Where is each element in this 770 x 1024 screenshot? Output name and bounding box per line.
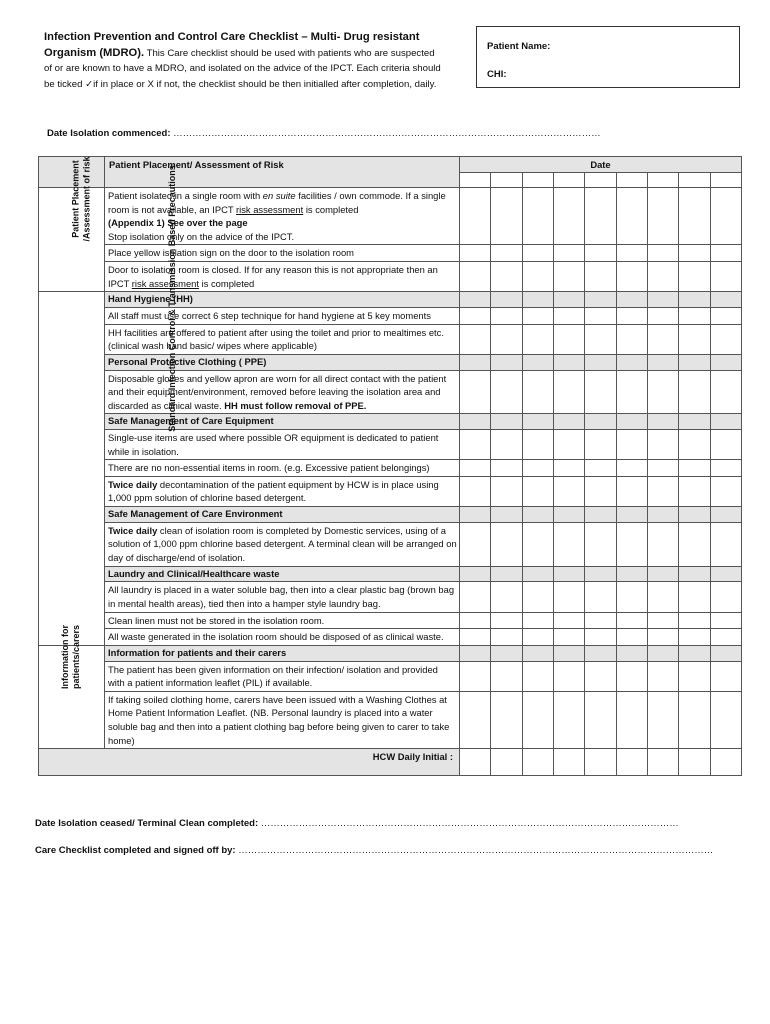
table-row [39, 582, 742, 612]
section-spacer-cell [585, 645, 616, 661]
tick-cell[interactable] [710, 749, 741, 776]
section-spacer-cell [491, 507, 522, 523]
tick-cell[interactable] [647, 661, 678, 691]
tick-cell[interactable] [647, 522, 678, 566]
table-row [39, 612, 742, 629]
checklist-item: Door to isolation room is closed. If for any reason this is not appropriate then an IPCT risk assessment is completed [105, 261, 460, 291]
tick-cell[interactable] [616, 261, 647, 291]
tick-cell[interactable] [616, 430, 647, 460]
tick-cell[interactable] [553, 245, 584, 262]
patient-details-box[interactable] [476, 26, 740, 88]
section-spacer-cell [679, 507, 710, 523]
section-spacer-cell [616, 414, 647, 430]
tick-cell[interactable] [647, 629, 678, 646]
tick-cell[interactable] [460, 324, 491, 354]
tick-cell[interactable] [553, 324, 584, 354]
table-row [39, 245, 742, 262]
tick-cell[interactable] [710, 460, 741, 477]
tick-cell[interactable] [585, 307, 616, 324]
tick-cell[interactable] [679, 522, 710, 566]
tick-cell[interactable] [616, 629, 647, 646]
section-spacer-cell [460, 354, 491, 370]
date-isolation-commenced[interactable] [47, 128, 601, 139]
tick-cell[interactable] [522, 629, 553, 646]
tick-cell[interactable] [710, 324, 741, 354]
tick-cell[interactable] [616, 661, 647, 691]
section-heading-information: Information for patients and their carers [105, 645, 460, 661]
section-spacer-cell [616, 566, 647, 582]
tick-cell[interactable] [522, 370, 553, 414]
section-spacer-cell [553, 354, 584, 370]
section-spacer-cell [491, 414, 522, 430]
section-spacer-cell [522, 354, 553, 370]
tick-cell[interactable] [522, 691, 553, 748]
tick-cell[interactable] [647, 324, 678, 354]
checklist-item: Place yellow isolation sign on the door to the isolation room [105, 245, 460, 262]
tick-cell[interactable] [491, 261, 522, 291]
section-spacer-cell [679, 414, 710, 430]
tick-cell[interactable] [522, 476, 553, 506]
tick-cell[interactable] [679, 188, 710, 245]
tick-cell[interactable] [553, 188, 584, 245]
chi-label: CHI: [487, 69, 507, 80]
tick-cell[interactable] [522, 430, 553, 460]
tick-cell[interactable] [553, 661, 584, 691]
section-spacer-cell [522, 507, 553, 523]
tick-cell[interactable] [553, 307, 584, 324]
section-spacer-cell [585, 507, 616, 523]
tick-cell[interactable] [616, 749, 647, 776]
checklist-signed-off[interactable] [35, 845, 713, 856]
tick-cell[interactable] [616, 307, 647, 324]
tick-cell[interactable] [522, 261, 553, 291]
tick-cell[interactable] [616, 582, 647, 612]
tick-cell[interactable] [679, 370, 710, 414]
table-row [39, 307, 742, 324]
section-row [39, 414, 742, 430]
tick-cell[interactable] [679, 307, 710, 324]
tick-cell[interactable] [679, 460, 710, 477]
tick-cell[interactable] [491, 370, 522, 414]
section-spacer-cell [679, 292, 710, 308]
date-entry-cell[interactable] [647, 173, 678, 188]
tick-cell[interactable] [522, 460, 553, 477]
tick-cell[interactable] [710, 582, 741, 612]
tick-cell[interactable] [679, 691, 710, 748]
signed-label: Care Checklist completed and signed off by: [35, 845, 236, 856]
tick-cell[interactable] [679, 261, 710, 291]
tick-cell[interactable] [553, 612, 584, 629]
tick-cell[interactable] [522, 661, 553, 691]
section-row [39, 645, 742, 661]
tick-cell[interactable] [460, 370, 491, 414]
table-row [39, 188, 742, 245]
tick-cell[interactable] [491, 188, 522, 245]
tick-cell[interactable] [585, 661, 616, 691]
tick-cell[interactable] [460, 661, 491, 691]
tick-cell[interactable] [491, 749, 522, 776]
tick-cell[interactable] [679, 582, 710, 612]
tick-cell[interactable] [491, 582, 522, 612]
tick-cell[interactable] [522, 522, 553, 566]
date-entry-cell[interactable] [491, 173, 522, 188]
section-heading-laundry: Laundry and Clinical/Healthcare waste [105, 566, 460, 582]
tick-cell[interactable] [553, 582, 584, 612]
section-spacer-cell [710, 354, 741, 370]
date-column-header: Date [460, 157, 742, 173]
section-spacer-cell [522, 566, 553, 582]
tick-cell[interactable] [460, 582, 491, 612]
checklist-item: Twice daily clean of isolation room is completed by Domestic services, using of a solution of 1,000 ppm chlorine based detergent. A terminal clean will be arranged on day of discharge/end of isolation. [105, 522, 460, 566]
section-spacer-cell [553, 292, 584, 308]
tick-cell[interactable] [460, 522, 491, 566]
section-spacer-cell [679, 645, 710, 661]
section-row [39, 566, 742, 582]
tick-cell[interactable] [460, 612, 491, 629]
tick-cell[interactable] [460, 460, 491, 477]
section-spacer-cell [585, 292, 616, 308]
table-row [39, 629, 742, 646]
tick-cell[interactable] [710, 261, 741, 291]
tick-cell[interactable] [647, 307, 678, 324]
tick-cell[interactable] [679, 749, 710, 776]
tick-cell[interactable] [616, 691, 647, 748]
table-row [39, 661, 742, 691]
tick-cell[interactable] [710, 430, 741, 460]
section-spacer-cell [553, 566, 584, 582]
tick-cell[interactable] [710, 476, 741, 506]
table-row [39, 324, 742, 354]
tick-cell[interactable] [585, 522, 616, 566]
section-spacer-cell [647, 507, 678, 523]
tick-cell[interactable] [616, 460, 647, 477]
tick-cell[interactable] [522, 324, 553, 354]
section-spacer-cell [460, 292, 491, 308]
tick-cell[interactable] [710, 629, 741, 646]
checklist-item: Single-use items are used where possible OR equipment is dedicated to patient while in isolation. [105, 430, 460, 460]
tick-cell[interactable] [679, 629, 710, 646]
tick-cell[interactable] [585, 188, 616, 245]
tick-cell[interactable] [553, 749, 584, 776]
side-label-information-text: Information for patients/carers [60, 624, 82, 689]
tick-cell[interactable] [460, 476, 491, 506]
date-entry-cell[interactable] [460, 173, 491, 188]
placement-column-header: Patient Placement/ Assessment of Risk [105, 157, 460, 188]
tick-cell[interactable] [491, 612, 522, 629]
tick-cell[interactable] [710, 691, 741, 748]
tick-cell[interactable] [616, 522, 647, 566]
tick-cell[interactable] [460, 261, 491, 291]
table-row [39, 370, 742, 414]
tick-cell[interactable] [616, 612, 647, 629]
tick-cell[interactable] [710, 245, 741, 262]
section-spacer-cell [585, 354, 616, 370]
section-row [39, 292, 742, 308]
date-entry-cell[interactable] [710, 173, 741, 188]
section-spacer-cell [522, 292, 553, 308]
tick-cell[interactable] [647, 749, 678, 776]
section-spacer-cell [553, 414, 584, 430]
tick-cell[interactable] [647, 476, 678, 506]
form-title: Infection Prevention and Control Care Checklist – Multi- Drug resistant Organism (MDRO). [44, 31, 420, 59]
tick-cell[interactable] [679, 661, 710, 691]
checklist-item: The patient has been given information on their infection/ isolation and provided with a patient information leaflet (PIL) if available. [105, 661, 460, 691]
date-entry-cell[interactable] [585, 173, 616, 188]
date-entry-cell[interactable] [522, 173, 553, 188]
table-row [39, 476, 742, 506]
tick-cell[interactable] [585, 245, 616, 262]
tick-cell[interactable] [491, 324, 522, 354]
tick-cell[interactable] [553, 460, 584, 477]
side-label-information [39, 624, 105, 748]
tick-cell[interactable] [585, 612, 616, 629]
section-spacer-cell [647, 645, 678, 661]
section-spacer-cell [491, 566, 522, 582]
tick-cell[interactable] [679, 245, 710, 262]
tick-cell[interactable] [585, 749, 616, 776]
signed-field[interactable]: …………………………………………………………………………………………………………………………………… [238, 845, 714, 856]
section-spacer-cell [710, 507, 741, 523]
checklist-item: Twice daily decontamination of the patient equipment by HCW is in place using 1,000 ppm solution of chlorine based detergent. [105, 476, 460, 506]
date-commenced-label: Date Isolation commenced: [47, 128, 171, 139]
checklist-item: All staff must use correct 6 step technique for hand hygiene at 5 key moments [105, 307, 460, 324]
tick-cell[interactable] [585, 430, 616, 460]
side-label-standard-text: Standard Infection Control & Transmission Based Precautions [166, 165, 177, 432]
section-spacer-cell [679, 566, 710, 582]
section-spacer-cell [460, 645, 491, 661]
table-row [39, 460, 742, 477]
tick-cell[interactable] [585, 629, 616, 646]
section-spacer-cell [460, 507, 491, 523]
ceased-field[interactable]: …………………………………………………………………………………………………………………… [260, 818, 679, 829]
form-header [44, 30, 444, 92]
tick-cell[interactable] [491, 245, 522, 262]
section-spacer-cell [553, 507, 584, 523]
tick-cell[interactable] [616, 188, 647, 245]
tick-cell[interactable] [710, 612, 741, 629]
tick-cell[interactable] [616, 245, 647, 262]
tick-cell[interactable] [647, 188, 678, 245]
section-spacer-cell [460, 566, 491, 582]
tick-cell[interactable] [491, 629, 522, 646]
tick-cell[interactable] [647, 612, 678, 629]
tick-cell[interactable] [460, 307, 491, 324]
tick-cell[interactable] [460, 430, 491, 460]
tick-cell[interactable] [522, 188, 553, 245]
tick-cell[interactable] [679, 476, 710, 506]
tick-cell[interactable] [491, 476, 522, 506]
date-commenced-field[interactable]: ……………………………………………………………………………………………………………………… [173, 128, 601, 139]
ceased-label: Date Isolation ceased/ Terminal Clean completed: [35, 818, 259, 829]
section-spacer-cell [460, 414, 491, 430]
section-spacer-cell [553, 645, 584, 661]
table-row [39, 430, 742, 460]
side-label-placement [39, 156, 105, 292]
tick-cell[interactable] [647, 691, 678, 748]
tick-cell[interactable] [491, 307, 522, 324]
tick-cell[interactable] [522, 245, 553, 262]
tick-cell[interactable] [647, 430, 678, 460]
date-entry-cell[interactable] [679, 173, 710, 188]
tick-cell[interactable] [616, 370, 647, 414]
tick-cell[interactable] [679, 430, 710, 460]
checklist-table [38, 156, 742, 776]
section-spacer-cell [647, 414, 678, 430]
tick-cell[interactable] [710, 522, 741, 566]
checklist-item: HH facilities are offered to patient after using the toilet and prior to mealtimes etc. (clinical wash hand basic/ wipes where applicable) [105, 324, 460, 354]
tick-cell[interactable] [460, 691, 491, 748]
section-spacer-cell [679, 354, 710, 370]
tick-cell[interactable] [710, 370, 741, 414]
table-row [39, 691, 742, 748]
table-row [39, 261, 742, 291]
form-intro: This Care checklist should be used with patients who are suspected of or are known to have a MDRO, and isolated on the advice of the IPCT. Each criteria should be ticked ✓if in place or X if not, the checklist should be then initialled after completion, daily. [44, 47, 441, 90]
section-spacer-cell [585, 414, 616, 430]
table-header-row [39, 157, 742, 173]
checklist-item: All waste generated in the isolation room should be disposed of as clinical waste. [105, 629, 460, 646]
tick-cell[interactable] [647, 370, 678, 414]
checklist-item: All laundry is placed in a water soluble bag, then into a clear plastic bag (brown bag in mental health areas), tied then into a hamper style laundry bag. [105, 582, 460, 612]
tick-cell[interactable] [491, 460, 522, 477]
section-spacer-cell [522, 414, 553, 430]
tick-cell[interactable] [710, 661, 741, 691]
section-spacer-cell [710, 566, 741, 582]
tick-cell[interactable] [460, 629, 491, 646]
section-spacer-cell [522, 645, 553, 661]
section-heading-care-environment: Safe Management of Care Environment [105, 507, 460, 523]
section-spacer-cell [491, 292, 522, 308]
tick-cell[interactable] [585, 324, 616, 354]
side-label-placement-text: Patient Placement /Assessment of risk [70, 156, 92, 242]
tick-cell[interactable] [491, 430, 522, 460]
tick-cell[interactable] [491, 691, 522, 748]
tick-cell[interactable] [553, 691, 584, 748]
tick-cell[interactable] [522, 307, 553, 324]
section-spacer-cell [585, 566, 616, 582]
tick-cell[interactable] [585, 582, 616, 612]
tick-cell[interactable] [710, 188, 741, 245]
section-spacer-cell [647, 292, 678, 308]
section-spacer-cell [491, 354, 522, 370]
section-spacer-cell [710, 292, 741, 308]
tick-cell[interactable] [553, 261, 584, 291]
date-isolation-ceased[interactable] [35, 818, 679, 829]
section-spacer-cell [710, 645, 741, 661]
section-spacer-cell [647, 354, 678, 370]
date-entry-cell[interactable] [553, 173, 584, 188]
tick-cell[interactable] [616, 324, 647, 354]
patient-name-label: Patient Name: [487, 41, 551, 52]
tick-cell[interactable] [553, 370, 584, 414]
tick-cell[interactable] [553, 430, 584, 460]
tick-cell[interactable] [522, 582, 553, 612]
section-spacer-cell [616, 507, 647, 523]
tick-cell[interactable] [522, 612, 553, 629]
tick-cell[interactable] [553, 629, 584, 646]
tick-cell[interactable] [679, 324, 710, 354]
table-row [39, 522, 742, 566]
tick-cell[interactable] [522, 749, 553, 776]
tick-cell[interactable] [585, 261, 616, 291]
tick-cell[interactable] [616, 476, 647, 506]
checklist-item: Clean linen must not be stored in the isolation room. [105, 612, 460, 629]
tick-cell[interactable] [647, 245, 678, 262]
tick-cell[interactable] [553, 476, 584, 506]
tick-cell[interactable] [491, 522, 522, 566]
tick-cell[interactable] [460, 245, 491, 262]
checklist-item: Patient isolated in a single room with en suite facilities / own commode. If a single room is not available, an IPCT risk assessment is completed (Appendix 1) See over the page Stop isolation only on the advice of the IPCT. [105, 188, 460, 245]
section-heading-care-equipment: Safe Management of Care Equipment [105, 414, 460, 430]
tick-cell[interactable] [679, 612, 710, 629]
date-entry-cell[interactable] [616, 173, 647, 188]
section-row [39, 354, 742, 370]
tick-cell[interactable] [647, 582, 678, 612]
checklist-item: If taking soiled clothing home, carers have been issued with a Washing Clothes at Home Patient Information Leaflet. (NB. Personal laundry is placed into a water soluble bag and then into a patient clothing bag before being given to carer to take home) [105, 691, 460, 748]
tick-cell[interactable] [460, 749, 491, 776]
checklist-item: There are no non-essential items in room. (e.g. Excessive patient belongings) [105, 460, 460, 477]
tick-cell[interactable] [647, 261, 678, 291]
section-spacer-cell [616, 645, 647, 661]
tick-cell[interactable] [585, 370, 616, 414]
section-row [39, 507, 742, 523]
tick-cell[interactable] [491, 661, 522, 691]
section-heading-hand-hygiene: Hand Hygiene (HH) [105, 292, 460, 308]
tick-cell[interactable] [710, 307, 741, 324]
tick-cell[interactable] [553, 522, 584, 566]
section-spacer-cell [647, 566, 678, 582]
tick-cell[interactable] [585, 476, 616, 506]
section-spacer-cell [491, 645, 522, 661]
section-spacer-cell [616, 292, 647, 308]
tick-cell[interactable] [460, 188, 491, 245]
section-spacer-cell [616, 354, 647, 370]
tick-cell[interactable] [647, 460, 678, 477]
checklist-item: Disposable gloves and yellow apron are worn for all direct contact with the patient and their equipment/environment, removed before leaving the isolation area and discarded as clinical waste. HH must follow removal of PPE. [105, 370, 460, 414]
hcw-initial-row [39, 749, 742, 776]
hcw-daily-initial-label: HCW Daily Initial : [39, 749, 460, 776]
tick-cell[interactable] [585, 691, 616, 748]
tick-cell[interactable] [585, 460, 616, 477]
section-heading-ppe: Personal Protective Clothing ( PPE) [105, 354, 460, 370]
section-spacer-cell [710, 414, 741, 430]
